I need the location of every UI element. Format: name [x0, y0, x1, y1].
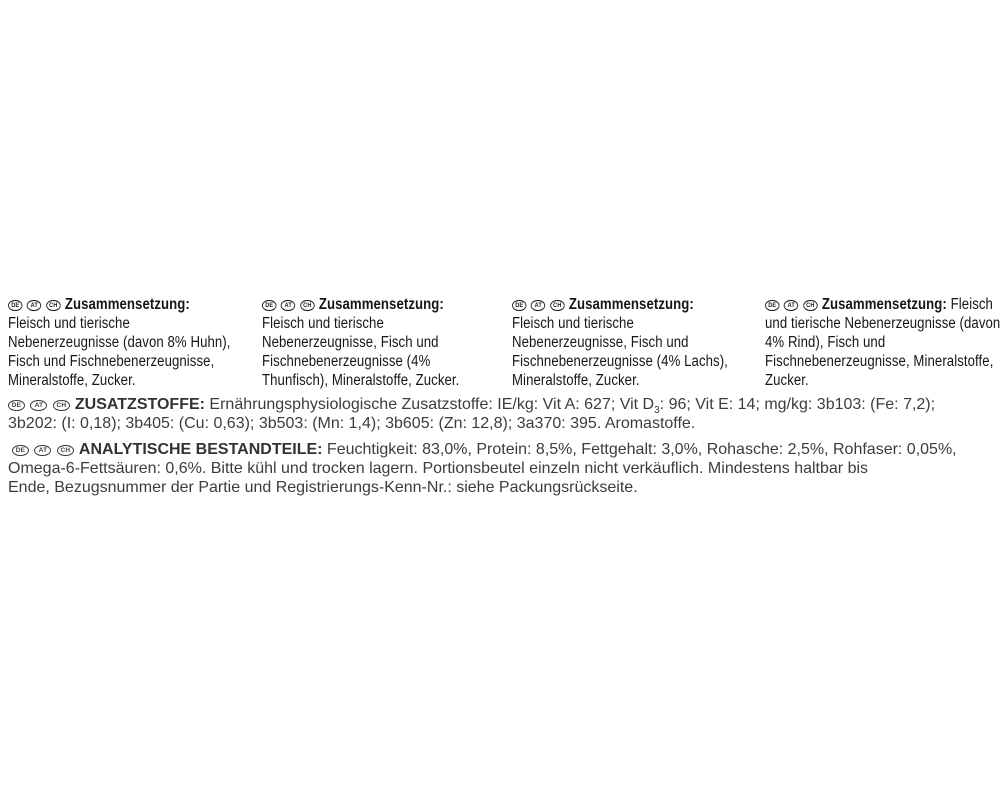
de-country-badge: DE — [8, 400, 25, 412]
analytical-line-3: Ende, Bezugsnummer der Partie und Registrierungs-Kenn-Nr.: siehe Packungsrückseite. — [8, 479, 638, 496]
additives-line-2: 3b202: (I: 0,18); 3b405: (Cu: 0,63); 3b503: (Mn: 1,4); 3b605: (Zn: 12,8); 3a370: 395. Aromastoffe. — [8, 415, 696, 432]
ch-country-badge: CH — [57, 445, 74, 457]
de-country-badge: DE — [765, 300, 779, 312]
de-country-badge: DE — [512, 300, 526, 312]
country-badges — [8, 395, 71, 414]
additives-section — [8, 395, 935, 433]
additives-text: : 96; Vit E: 14; mg/kg: 3b103: (Fe: 7,2); — [659, 396, 936, 413]
country-badges — [512, 295, 565, 314]
composition-column-rind — [765, 295, 1000, 390]
ch-country-badge: CH — [803, 300, 817, 312]
analytical-constituents-section — [8, 440, 957, 497]
composition-text: Fleisch und tierische Nebenerzeugnisse, Fisch und Fischnebenerzeugnisse (4% Thunfisch), Mineralstoffe, Zucker. — [262, 315, 460, 389]
de-country-badge: DE — [12, 445, 29, 457]
composition-heading: Zusammensetzung: — [568, 296, 694, 313]
additives-heading: ZUSATZSTOFFE: — [74, 396, 205, 413]
additives-text: Ernährungsphysiologische Zusatzstoffe: IE/kg: Vit A: 627; Vit D — [204, 396, 655, 413]
composition-text: Fleisch und tierische Nebenerzeugnisse, Fisch und Fischnebenerzeugnisse (4% Lachs), Mineralstoffe, Zucker. — [512, 315, 728, 389]
composition-heading: Zusammensetzung: — [318, 296, 444, 313]
at-country-badge: AT — [531, 300, 545, 312]
at-country-badge: AT — [281, 300, 295, 312]
ch-country-badge: CH — [550, 300, 564, 312]
ch-country-badge: CH — [300, 300, 314, 312]
ch-country-badge: CH — [53, 400, 70, 412]
ch-country-badge: CH — [46, 300, 60, 312]
analytical-text: Feuchtigkeit: 83,0%, Protein: 8,5%, Fettgehalt: 3,0%, Rohasche: 2,5%, Rohfaser: 0,05%, — [322, 441, 957, 458]
at-country-badge: AT — [784, 300, 798, 312]
country-badges — [12, 440, 75, 459]
country-badges — [8, 295, 61, 314]
composition-column-lachs — [512, 295, 776, 390]
additives-line-1 — [8, 395, 936, 417]
composition-column-thunfisch — [262, 295, 516, 390]
de-country-badge: DE — [8, 300, 22, 312]
country-badges — [765, 295, 818, 314]
at-country-badge: AT — [27, 300, 41, 312]
at-country-badge: AT — [30, 400, 47, 412]
analytical-heading: ANALYTISCHE BESTANDTEILE: — [78, 441, 323, 458]
vitamin-d3-subscript: 3 — [654, 405, 660, 417]
country-badges — [262, 295, 315, 314]
composition-text: Fleisch und tierische Nebenerzeugnisse (davon 8% Huhn), Fisch und Fischnebenerzeugnisse, Mineralstoffe, Zucker. — [8, 315, 231, 389]
composition-heading: Zusammensetzung: — [64, 296, 190, 313]
composition-heading: Zusammensetzung: — [821, 296, 947, 313]
at-country-badge: AT — [34, 445, 51, 457]
de-country-badge: DE — [262, 300, 276, 312]
analytical-line-1 — [8, 440, 957, 459]
analytical-line-2: Omega-6-Fettsäuren: 0,6%. Bitte kühl und trocken lagern. Portionsbeutel einzeln nicht verkäuflich. Mindestens haltbar bis — [8, 460, 869, 477]
composition-column-huhn — [8, 295, 274, 390]
composition-text: Fleisch und tierische Nebenerzeugnisse (davon 4% Rind), Fisch und Fischnebenerzeugnisse, Mineralstoffe, Zucker. — [765, 296, 1000, 389]
